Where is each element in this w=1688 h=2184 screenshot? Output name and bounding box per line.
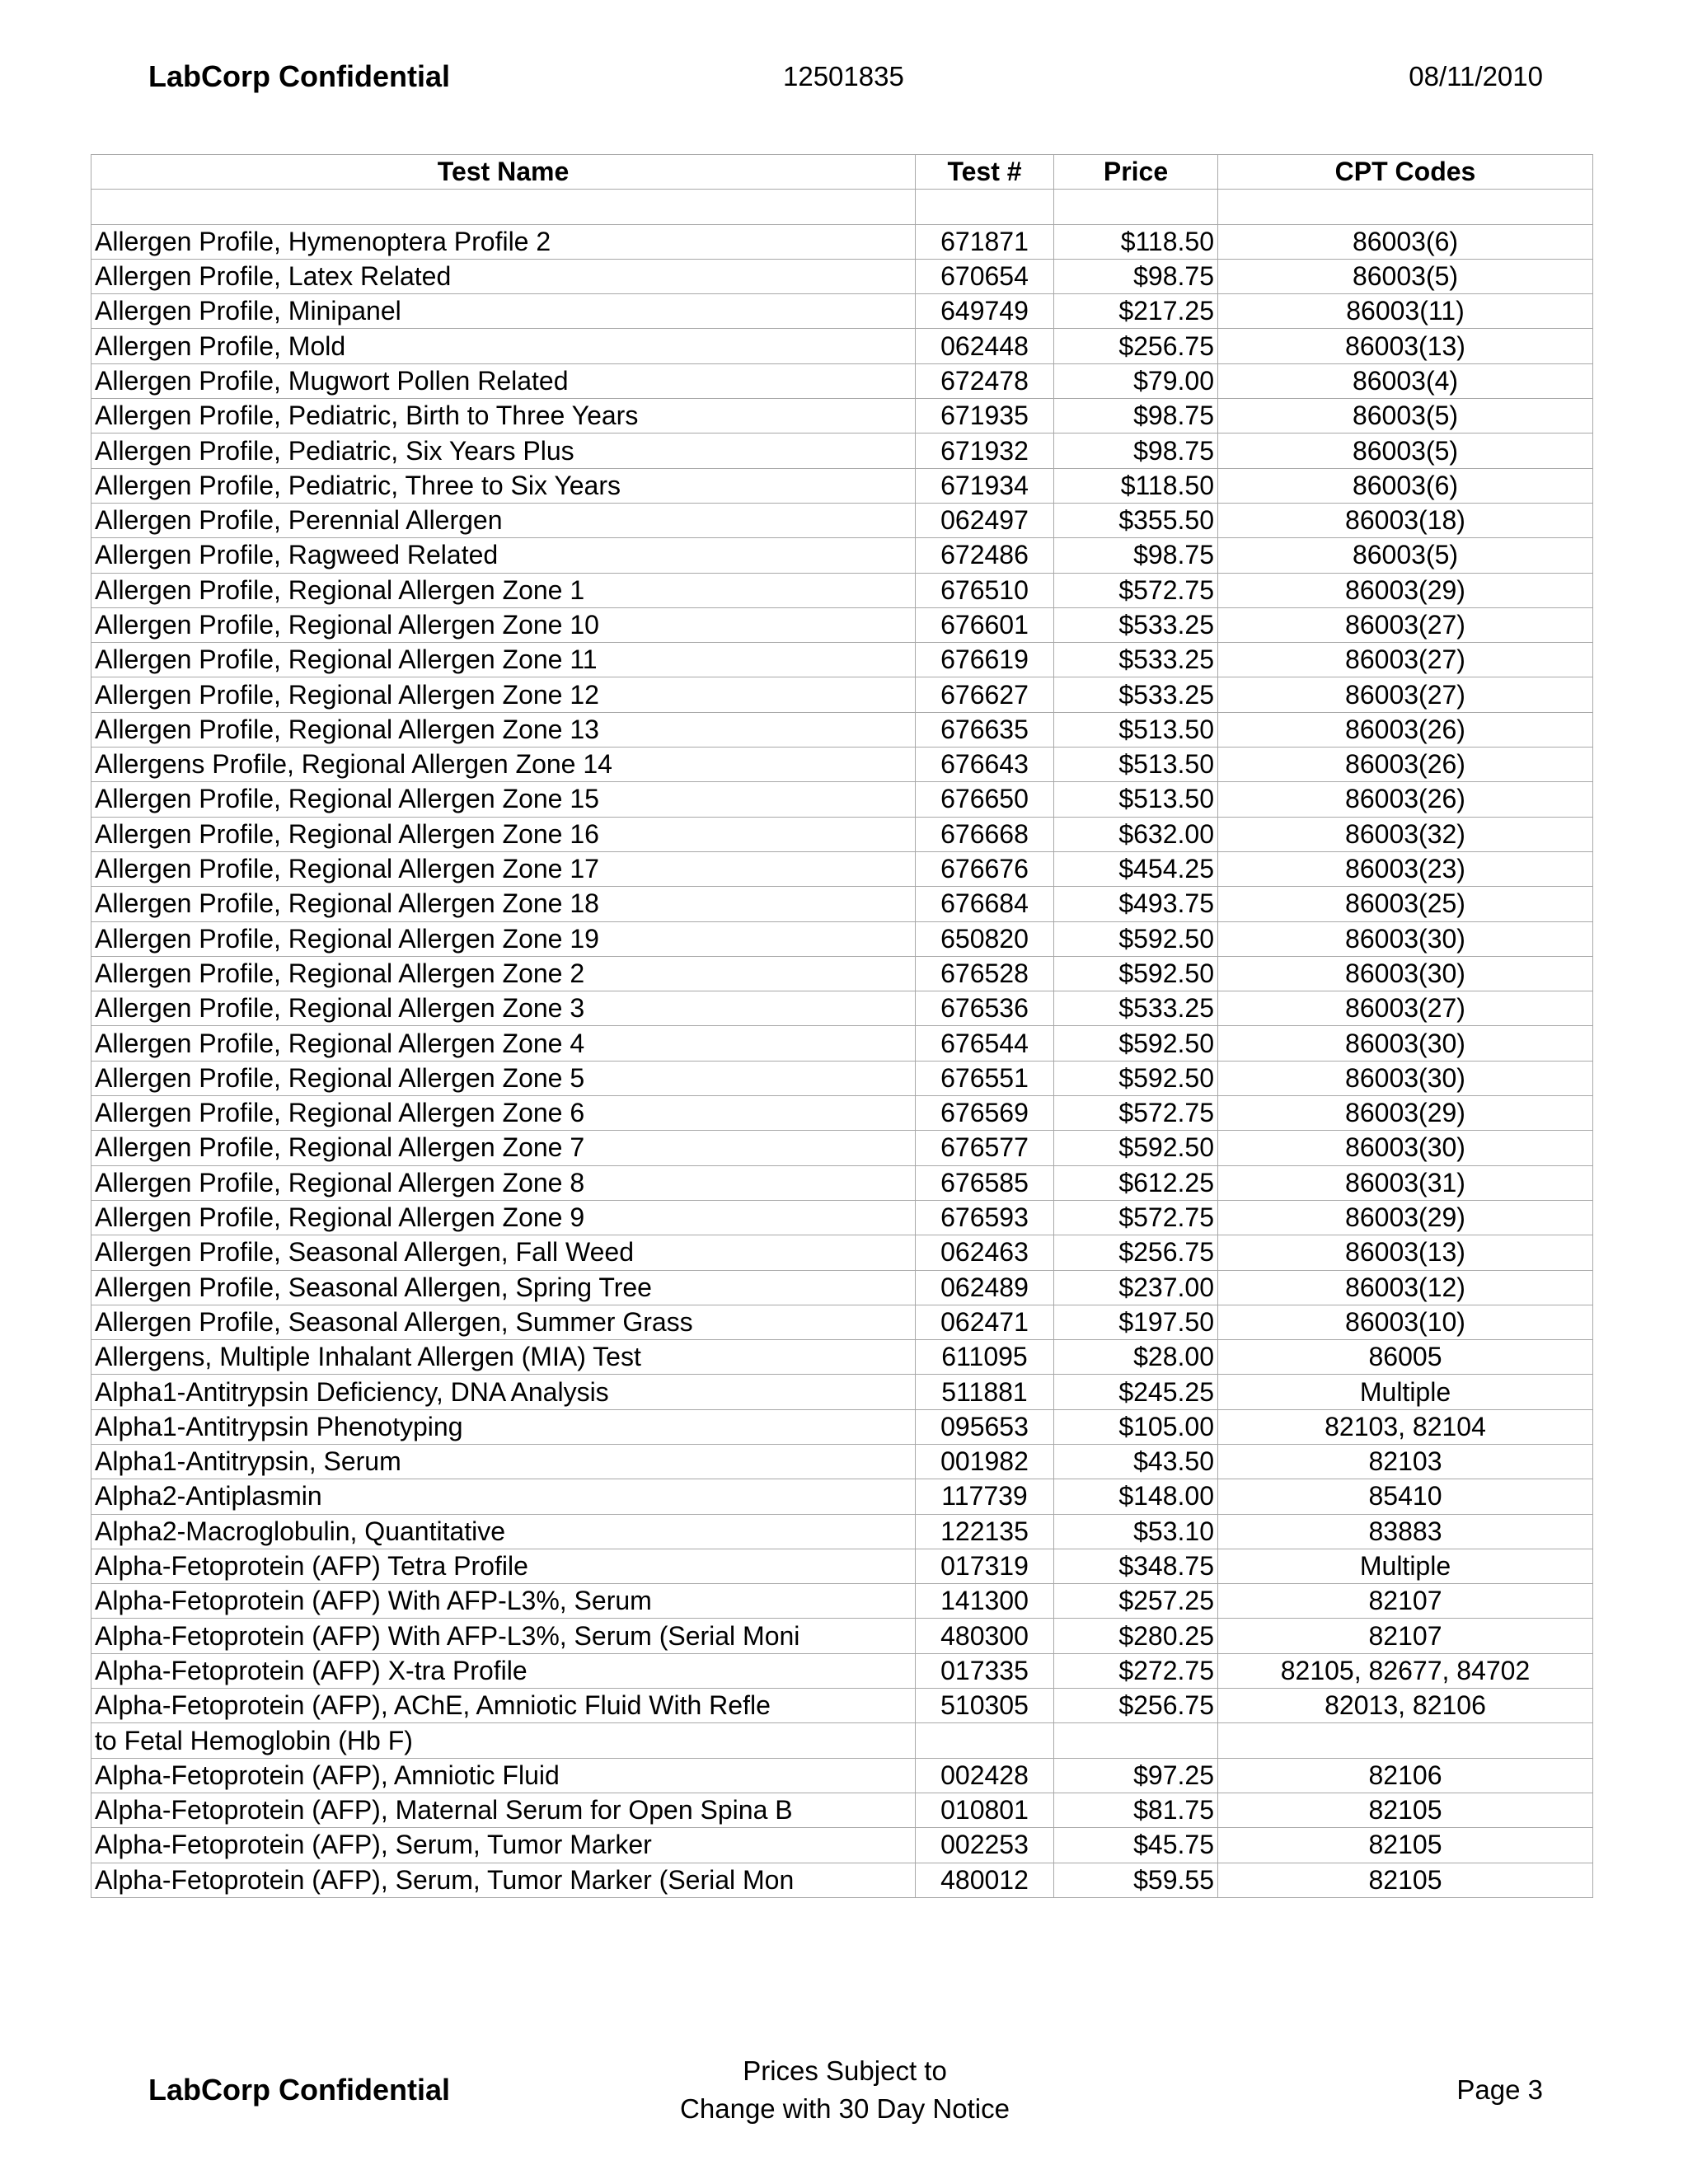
cell-price: $237.00 bbox=[1054, 1270, 1218, 1305]
cell-test-name: to Fetal Hemoglobin (Hb F) bbox=[91, 1723, 916, 1758]
cell-cpt-codes: 82107 bbox=[1218, 1619, 1593, 1653]
column-header-test-name: Test Name bbox=[91, 155, 916, 190]
cell-test-number: 676601 bbox=[916, 607, 1054, 642]
table-row bbox=[91, 190, 1593, 224]
cell-test-number: 676643 bbox=[916, 748, 1054, 782]
table-row bbox=[91, 1444, 1593, 1479]
cell-test-name: Allergen Profile, Regional Allergen Zone 13 bbox=[91, 712, 916, 747]
cell-test-name: Alpha1-Antitrypsin Phenotyping bbox=[91, 1409, 916, 1444]
footer-notice-line-1: Prices Subject to bbox=[743, 2055, 947, 2086]
cell-cpt-codes: 86003(29) bbox=[1218, 573, 1593, 607]
cell-price: $148.00 bbox=[1054, 1479, 1218, 1514]
cell-price: $493.75 bbox=[1054, 887, 1218, 921]
cell-test-name: Alpha1-Antitrypsin, Serum bbox=[91, 1444, 916, 1479]
cell-cpt-codes: 83883 bbox=[1218, 1514, 1593, 1549]
cell-price: $533.25 bbox=[1054, 607, 1218, 642]
cell-test-number: 676684 bbox=[916, 887, 1054, 921]
cell-price bbox=[1054, 1723, 1218, 1758]
cell-test-number: 676635 bbox=[916, 712, 1054, 747]
cell-test-number: 676536 bbox=[916, 991, 1054, 1026]
cell-test-number: 117739 bbox=[916, 1479, 1054, 1514]
cell-test-number: 676650 bbox=[916, 782, 1054, 817]
cell-test-number: 511881 bbox=[916, 1375, 1054, 1409]
table-row bbox=[91, 851, 1593, 886]
table-row bbox=[91, 224, 1593, 259]
cell-test-name: Allergen Profile, Seasonal Allergen, Spring Tree bbox=[91, 1270, 916, 1305]
cell-cpt-codes: 86003(29) bbox=[1218, 1200, 1593, 1235]
table-row bbox=[91, 434, 1593, 468]
cell-price: $355.50 bbox=[1054, 503, 1218, 537]
cell-test-number: 017319 bbox=[916, 1549, 1054, 1583]
table-row bbox=[91, 329, 1593, 363]
column-header-test-number: Test # bbox=[916, 155, 1054, 190]
cell-test-name: Allergen Profile, Regional Allergen Zone 11 bbox=[91, 643, 916, 677]
cell-test-name: Allergen Profile, Regional Allergen Zone 15 bbox=[91, 782, 916, 817]
table-row bbox=[91, 748, 1593, 782]
cell-cpt-codes: 86003(30) bbox=[1218, 1026, 1593, 1061]
cell-price: $632.00 bbox=[1054, 817, 1218, 851]
header-company: LabCorp Confidential bbox=[148, 59, 450, 93]
cell-test-name: Allergen Profile, Seasonal Allergen, Fall Weed bbox=[91, 1235, 916, 1270]
cell-test-number: 676528 bbox=[916, 956, 1054, 991]
table-row bbox=[91, 782, 1593, 817]
cell-test-name: Allergen Profile, Regional Allergen Zone 10 bbox=[91, 607, 916, 642]
cell-test-name: Alpha2-Antiplasmin bbox=[91, 1479, 916, 1514]
cell-test-name: Allergen Profile, Ragweed Related bbox=[91, 538, 916, 573]
cell-test-name: Allergen Profile, Mugwort Pollen Related bbox=[91, 363, 916, 398]
table-row bbox=[91, 1131, 1593, 1165]
cell-test-name: Allergen Profile, Pediatric, Three to Six Years bbox=[91, 468, 916, 503]
cell-test-number: 141300 bbox=[916, 1584, 1054, 1619]
cell-test-number: 001982 bbox=[916, 1444, 1054, 1479]
cell-price: $592.50 bbox=[1054, 956, 1218, 991]
table-row bbox=[91, 956, 1593, 991]
table-row bbox=[91, 468, 1593, 503]
header-date: 08/11/2010 bbox=[1409, 61, 1543, 91]
cell-cpt-codes: 85410 bbox=[1218, 1479, 1593, 1514]
cell-test-number: 480012 bbox=[916, 1863, 1054, 1897]
cell-test-number: 649749 bbox=[916, 294, 1054, 329]
cell-price: $98.75 bbox=[1054, 434, 1218, 468]
cell-price: $28.00 bbox=[1054, 1340, 1218, 1375]
table-row bbox=[91, 1479, 1593, 1514]
cell-test-name: Allergen Profile, Regional Allergen Zone 1 bbox=[91, 573, 916, 607]
table-row bbox=[91, 1653, 1593, 1688]
cell-price: $59.55 bbox=[1054, 1863, 1218, 1897]
cell-test-name: Allergen Profile, Pediatric, Birth to Three Years bbox=[91, 399, 916, 434]
cell-cpt-codes: 82103 bbox=[1218, 1444, 1593, 1479]
cell-test-name: Alpha-Fetoprotein (AFP), Serum, Tumor Marker (Serial Mon bbox=[91, 1863, 916, 1897]
cell-test-number: 672486 bbox=[916, 538, 1054, 573]
cell-test-name: Allergen Profile, Hymenoptera Profile 2 bbox=[91, 224, 916, 259]
cell-price: $79.00 bbox=[1054, 363, 1218, 398]
cell-test-number: 010801 bbox=[916, 1793, 1054, 1827]
cell-price: $256.75 bbox=[1054, 1235, 1218, 1270]
cell-test-number: 062448 bbox=[916, 329, 1054, 363]
table-row bbox=[91, 712, 1593, 747]
cell-cpt-codes: Multiple bbox=[1218, 1549, 1593, 1583]
cell-test-name: Allergen Profile, Perennial Allergen bbox=[91, 503, 916, 537]
cell-cpt-codes: 82013, 82106 bbox=[1218, 1689, 1593, 1723]
cell-test-number: 670654 bbox=[916, 259, 1054, 293]
cell-test-number: 676627 bbox=[916, 677, 1054, 712]
cell-test-name: Alpha-Fetoprotein (AFP) With AFP-L3%, Serum bbox=[91, 1584, 916, 1619]
cell-test-name: Alpha-Fetoprotein (AFP) Tetra Profile bbox=[91, 1549, 916, 1583]
table-row bbox=[91, 1061, 1593, 1095]
cell-test-name: Allergen Profile, Regional Allergen Zone 9 bbox=[91, 1200, 916, 1235]
cell-cpt-codes: 86003(6) bbox=[1218, 224, 1593, 259]
cell-cpt-codes: 86003(27) bbox=[1218, 607, 1593, 642]
cell-test-number: 671934 bbox=[916, 468, 1054, 503]
cell-price: $513.50 bbox=[1054, 748, 1218, 782]
cell-cpt-codes: 82105 bbox=[1218, 1828, 1593, 1863]
cell-test-name: Alpha-Fetoprotein (AFP), Maternal Serum for Open Spina B bbox=[91, 1793, 916, 1827]
cell-cpt-codes: 86003(26) bbox=[1218, 782, 1593, 817]
cell-cpt-codes: 82103, 82104 bbox=[1218, 1409, 1593, 1444]
cell-cpt-codes: 86003(30) bbox=[1218, 921, 1593, 956]
column-header-price: Price bbox=[1054, 155, 1218, 190]
cell-price: $592.50 bbox=[1054, 1061, 1218, 1095]
footer-company: LabCorp Confidential bbox=[148, 2073, 450, 2107]
cell-cpt-codes: 86003(32) bbox=[1218, 817, 1593, 851]
cell-price: $572.75 bbox=[1054, 1200, 1218, 1235]
cell-test-number: 676577 bbox=[916, 1131, 1054, 1165]
cell-price: $43.50 bbox=[1054, 1444, 1218, 1479]
cell-test-name: Allergen Profile, Latex Related bbox=[91, 259, 916, 293]
cell-cpt-codes: 86003(30) bbox=[1218, 956, 1593, 991]
footer-notice-line-2: Change with 30 Day Notice bbox=[680, 2093, 1010, 2124]
cell-test-number: 611095 bbox=[916, 1340, 1054, 1375]
cell-test-number: 671932 bbox=[916, 434, 1054, 468]
cell-price: $118.50 bbox=[1054, 468, 1218, 503]
table-row bbox=[91, 921, 1593, 956]
cell-price: $45.75 bbox=[1054, 1828, 1218, 1863]
cell-price: $272.75 bbox=[1054, 1653, 1218, 1688]
cell-cpt-codes: 86003(30) bbox=[1218, 1131, 1593, 1165]
table-row bbox=[91, 1340, 1593, 1375]
table-row bbox=[91, 1270, 1593, 1305]
cell-cpt-codes: 86003(23) bbox=[1218, 851, 1593, 886]
cell-test-name: Allergens, Multiple Inhalant Allergen (MIA) Test bbox=[91, 1340, 916, 1375]
cell-price bbox=[1054, 190, 1218, 224]
cell-test-number: 062471 bbox=[916, 1305, 1054, 1339]
cell-test-name: Allergens Profile, Regional Allergen Zone 14 bbox=[91, 748, 916, 782]
cell-cpt-codes: 86003(5) bbox=[1218, 259, 1593, 293]
column-header-cpt-codes: CPT Codes bbox=[1218, 155, 1593, 190]
footer-price-notice bbox=[643, 2052, 1047, 2128]
table-row bbox=[91, 677, 1593, 712]
cell-test-name: Allergen Profile, Regional Allergen Zone 3 bbox=[91, 991, 916, 1026]
cell-cpt-codes: 86003(27) bbox=[1218, 643, 1593, 677]
cell-test-name: Alpha-Fetoprotein (AFP), Serum, Tumor Marker bbox=[91, 1828, 916, 1863]
cell-test-number: 002253 bbox=[916, 1828, 1054, 1863]
cell-test-number: 480300 bbox=[916, 1619, 1054, 1653]
cell-test-number: 676544 bbox=[916, 1026, 1054, 1061]
table-row bbox=[91, 1689, 1593, 1723]
table-row bbox=[91, 399, 1593, 434]
table-row bbox=[91, 573, 1593, 607]
cell-cpt-codes: 86003(4) bbox=[1218, 363, 1593, 398]
cell-test-number: 676676 bbox=[916, 851, 1054, 886]
price-table bbox=[91, 154, 1593, 1898]
cell-test-number: 676593 bbox=[916, 1200, 1054, 1235]
cell-cpt-codes: 86003(29) bbox=[1218, 1096, 1593, 1131]
cell-test-name: Allergen Profile, Regional Allergen Zone 5 bbox=[91, 1061, 916, 1095]
cell-price: $256.75 bbox=[1054, 329, 1218, 363]
cell-test-number bbox=[916, 1723, 1054, 1758]
cell-cpt-codes: 86003(13) bbox=[1218, 1235, 1593, 1270]
cell-cpt-codes: 86003(26) bbox=[1218, 712, 1593, 747]
cell-test-number: 671871 bbox=[916, 224, 1054, 259]
table-header-row bbox=[91, 155, 1593, 190]
cell-price: $197.50 bbox=[1054, 1305, 1218, 1339]
table-row bbox=[91, 1723, 1593, 1758]
cell-cpt-codes: 86003(5) bbox=[1218, 434, 1593, 468]
cell-test-name: Allergen Profile, Mold bbox=[91, 329, 916, 363]
cell-price: $118.50 bbox=[1054, 224, 1218, 259]
table-row bbox=[91, 538, 1593, 573]
cell-cpt-codes: 86003(25) bbox=[1218, 887, 1593, 921]
cell-price: $256.75 bbox=[1054, 1689, 1218, 1723]
cell-cpt-codes: 86003(5) bbox=[1218, 538, 1593, 573]
cell-cpt-codes: 82105 bbox=[1218, 1863, 1593, 1897]
cell-price: $592.50 bbox=[1054, 1131, 1218, 1165]
cell-price: $81.75 bbox=[1054, 1793, 1218, 1827]
cell-test-name: Allergen Profile, Pediatric, Six Years Plus bbox=[91, 434, 916, 468]
cell-test-number: 002428 bbox=[916, 1758, 1054, 1793]
cell-price: $572.75 bbox=[1054, 573, 1218, 607]
cell-price: $53.10 bbox=[1054, 1514, 1218, 1549]
cell-test-name: Allergen Profile, Regional Allergen Zone 12 bbox=[91, 677, 916, 712]
cell-cpt-codes: 86003(13) bbox=[1218, 329, 1593, 363]
table-row bbox=[91, 1758, 1593, 1793]
header-account-number: 12501835 bbox=[783, 61, 904, 91]
cell-test-number: 062463 bbox=[916, 1235, 1054, 1270]
table-row bbox=[91, 1793, 1593, 1827]
cell-cpt-codes: 86003(27) bbox=[1218, 677, 1593, 712]
cell-price: $513.50 bbox=[1054, 712, 1218, 747]
table-row bbox=[91, 503, 1593, 537]
cell-cpt-codes bbox=[1218, 1723, 1593, 1758]
cell-price: $612.25 bbox=[1054, 1165, 1218, 1200]
cell-cpt-codes: 86003(18) bbox=[1218, 503, 1593, 537]
cell-cpt-codes: 86003(6) bbox=[1218, 468, 1593, 503]
cell-test-number: 676668 bbox=[916, 817, 1054, 851]
table-row bbox=[91, 1375, 1593, 1409]
cell-test-number: 676569 bbox=[916, 1096, 1054, 1131]
table-body bbox=[91, 190, 1593, 1898]
table-row bbox=[91, 1549, 1593, 1583]
cell-price: $257.25 bbox=[1054, 1584, 1218, 1619]
cell-cpt-codes bbox=[1218, 190, 1593, 224]
cell-price: $97.25 bbox=[1054, 1758, 1218, 1793]
table-row bbox=[91, 991, 1593, 1026]
cell-test-number: 676619 bbox=[916, 643, 1054, 677]
cell-test-name: Allergen Profile, Regional Allergen Zone 6 bbox=[91, 1096, 916, 1131]
cell-test-number: 017335 bbox=[916, 1653, 1054, 1688]
cell-cpt-codes: 82106 bbox=[1218, 1758, 1593, 1793]
table-row bbox=[91, 607, 1593, 642]
cell-test-number: 095653 bbox=[916, 1409, 1054, 1444]
cell-test-number: 676551 bbox=[916, 1061, 1054, 1095]
table-row bbox=[91, 1096, 1593, 1131]
cell-price: $98.75 bbox=[1054, 538, 1218, 573]
table-row bbox=[91, 294, 1593, 329]
cell-price: $533.25 bbox=[1054, 677, 1218, 712]
cell-test-name: Allergen Profile, Minipanel bbox=[91, 294, 916, 329]
table-row bbox=[91, 643, 1593, 677]
cell-test-number: 671935 bbox=[916, 399, 1054, 434]
cell-test-name: Allergen Profile, Regional Allergen Zone 2 bbox=[91, 956, 916, 991]
cell-price: $98.75 bbox=[1054, 399, 1218, 434]
cell-test-name: Allergen Profile, Regional Allergen Zone 17 bbox=[91, 851, 916, 886]
cell-cpt-codes: 86003(5) bbox=[1218, 399, 1593, 434]
table-row bbox=[91, 1584, 1593, 1619]
table-row bbox=[91, 1200, 1593, 1235]
cell-cpt-codes: 82107 bbox=[1218, 1584, 1593, 1619]
table-row bbox=[91, 1235, 1593, 1270]
table-row bbox=[91, 259, 1593, 293]
cell-test-name: Allergen Profile, Regional Allergen Zone 4 bbox=[91, 1026, 916, 1061]
cell-price: $280.25 bbox=[1054, 1619, 1218, 1653]
table-row bbox=[91, 887, 1593, 921]
cell-test-number: 676585 bbox=[916, 1165, 1054, 1200]
cell-test-name: Alpha-Fetoprotein (AFP), AChE, Amniotic Fluid With Refle bbox=[91, 1689, 916, 1723]
cell-cpt-codes: 86003(12) bbox=[1218, 1270, 1593, 1305]
cell-test-number: 062497 bbox=[916, 503, 1054, 537]
cell-price: $217.25 bbox=[1054, 294, 1218, 329]
cell-test-name: Allergen Profile, Seasonal Allergen, Summer Grass bbox=[91, 1305, 916, 1339]
cell-test-number: 650820 bbox=[916, 921, 1054, 956]
cell-cpt-codes: 86003(27) bbox=[1218, 991, 1593, 1026]
cell-cpt-codes: 86003(26) bbox=[1218, 748, 1593, 782]
table-row bbox=[91, 1026, 1593, 1061]
cell-test-name: Allergen Profile, Regional Allergen Zone 7 bbox=[91, 1131, 916, 1165]
cell-price: $513.50 bbox=[1054, 782, 1218, 817]
table-row bbox=[91, 1305, 1593, 1339]
table-row bbox=[91, 1619, 1593, 1653]
cell-cpt-codes: 86003(31) bbox=[1218, 1165, 1593, 1200]
cell-cpt-codes: 82105, 82677, 84702 bbox=[1218, 1653, 1593, 1688]
footer-page-number: Page 3 bbox=[1456, 2074, 1543, 2105]
table-row bbox=[91, 1514, 1593, 1549]
cell-price: $533.25 bbox=[1054, 643, 1218, 677]
cell-test-name: Allergen Profile, Regional Allergen Zone 18 bbox=[91, 887, 916, 921]
cell-test-name: Alpha1-Antitrypsin Deficiency, DNA Analysis bbox=[91, 1375, 916, 1409]
cell-cpt-codes: Multiple bbox=[1218, 1375, 1593, 1409]
cell-test-name bbox=[91, 190, 916, 224]
cell-cpt-codes: 86005 bbox=[1218, 1340, 1593, 1375]
cell-test-number: 122135 bbox=[916, 1514, 1054, 1549]
cell-test-name: Alpha-Fetoprotein (AFP) With AFP-L3%, Serum (Serial Moni bbox=[91, 1619, 916, 1653]
cell-price: $98.75 bbox=[1054, 259, 1218, 293]
cell-price: $592.50 bbox=[1054, 1026, 1218, 1061]
cell-cpt-codes: 82105 bbox=[1218, 1793, 1593, 1827]
cell-price: $572.75 bbox=[1054, 1096, 1218, 1131]
table-row bbox=[91, 1165, 1593, 1200]
cell-price: $245.25 bbox=[1054, 1375, 1218, 1409]
cell-test-number: 062489 bbox=[916, 1270, 1054, 1305]
table-row bbox=[91, 1409, 1593, 1444]
cell-test-name: Alpha2-Macroglobulin, Quantitative bbox=[91, 1514, 916, 1549]
cell-price: $533.25 bbox=[1054, 991, 1218, 1026]
cell-cpt-codes: 86003(11) bbox=[1218, 294, 1593, 329]
cell-test-name: Allergen Profile, Regional Allergen Zone 19 bbox=[91, 921, 916, 956]
cell-test-name: Allergen Profile, Regional Allergen Zone 16 bbox=[91, 817, 916, 851]
cell-test-name: Allergen Profile, Regional Allergen Zone 8 bbox=[91, 1165, 916, 1200]
cell-price: $348.75 bbox=[1054, 1549, 1218, 1583]
table-row bbox=[91, 1828, 1593, 1863]
table-row bbox=[91, 817, 1593, 851]
cell-test-number: 672478 bbox=[916, 363, 1054, 398]
table-row bbox=[91, 363, 1593, 398]
cell-price: $105.00 bbox=[1054, 1409, 1218, 1444]
cell-test-name: Alpha-Fetoprotein (AFP) X-tra Profile bbox=[91, 1653, 916, 1688]
cell-cpt-codes: 86003(30) bbox=[1218, 1061, 1593, 1095]
cell-cpt-codes: 86003(10) bbox=[1218, 1305, 1593, 1339]
cell-price: $454.25 bbox=[1054, 851, 1218, 886]
cell-test-number: 510305 bbox=[916, 1689, 1054, 1723]
cell-test-number bbox=[916, 190, 1054, 224]
cell-test-number: 676510 bbox=[916, 573, 1054, 607]
table-row bbox=[91, 1863, 1593, 1897]
cell-price: $592.50 bbox=[1054, 921, 1218, 956]
cell-test-name: Alpha-Fetoprotein (AFP), Amniotic Fluid bbox=[91, 1758, 916, 1793]
